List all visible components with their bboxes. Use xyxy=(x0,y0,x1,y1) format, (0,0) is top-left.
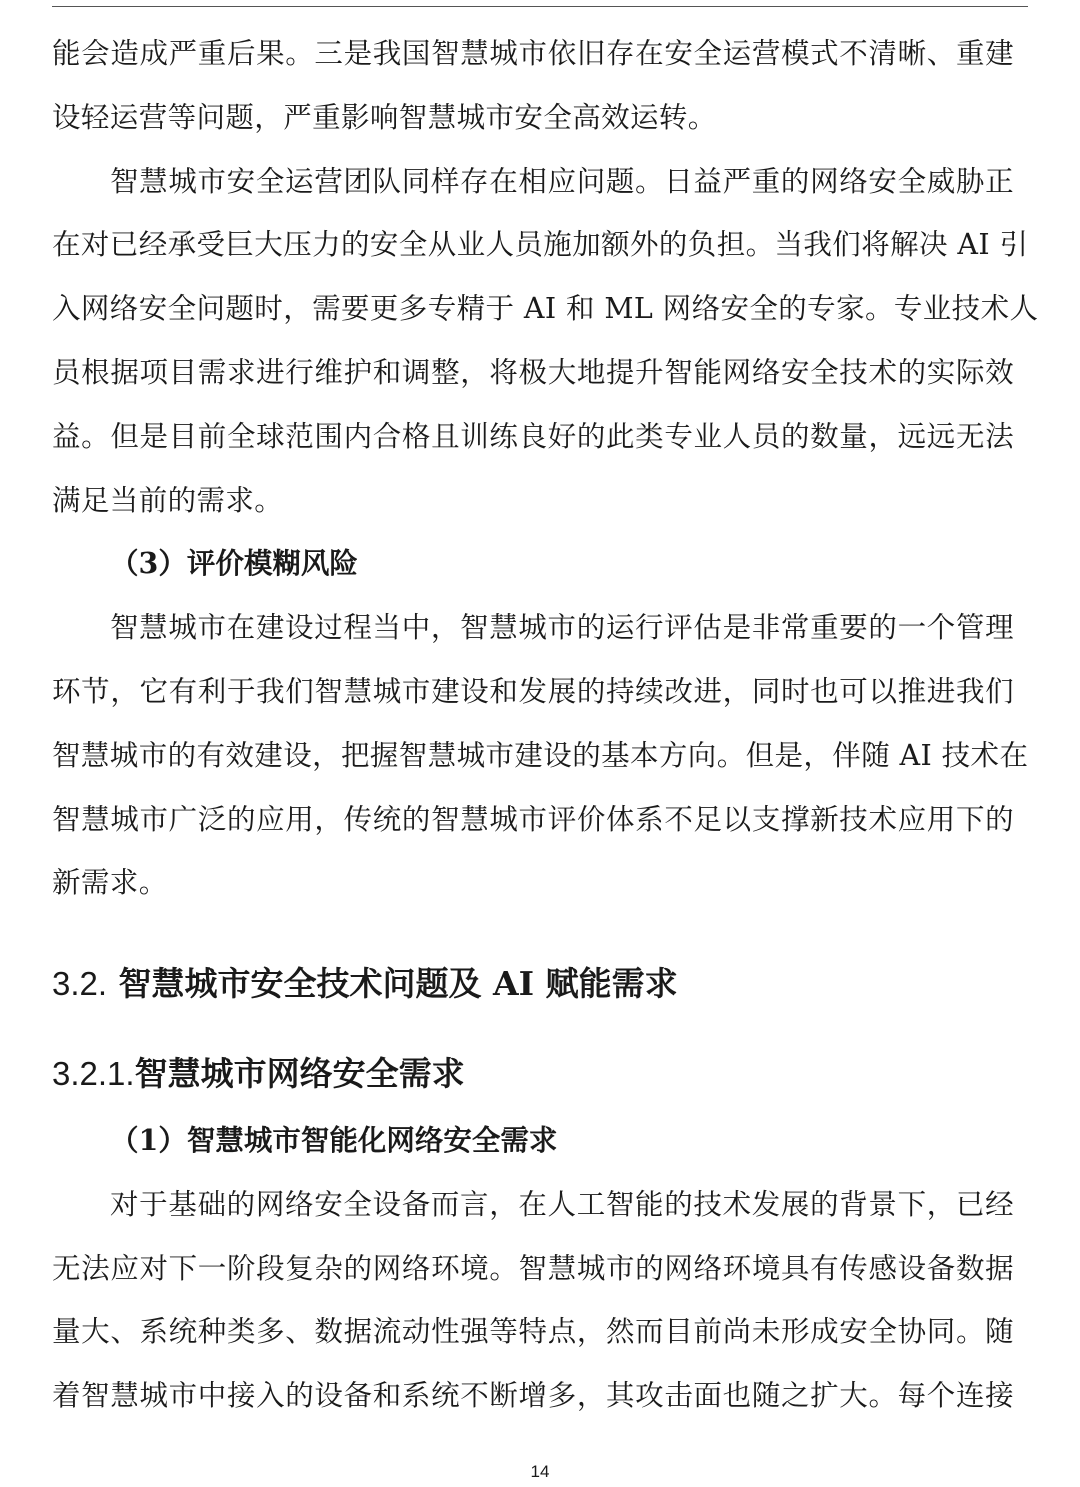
page-number: 14 xyxy=(530,1462,550,1481)
section-title: 智慧城市网络安全需求 xyxy=(134,1054,465,1093)
section-heading-3-2 xyxy=(52,958,678,1005)
text-line: 入网络安全问题时，需要更多专精于 AI 和 ML 网络安全的专家。专业技术人 xyxy=(52,292,1039,326)
section-title: 智慧城市安全技术问题及 AI 赋能需求 xyxy=(118,964,678,1003)
text-line: 满足当前的需求。 xyxy=(52,483,284,517)
text-line: 着智慧城市中接入的设备和系统不断增多，其攻击面也随之扩大。每个连接 xyxy=(52,1379,1014,1413)
text-line: 智慧城市广泛的应用，传统的智慧城市评价体系不足以支撑新技术应用下的 xyxy=(52,802,1014,836)
document-body-lower xyxy=(52,1109,1014,1428)
text-line: 智慧城市安全运营团队同样存在相应问题。日益严重的网络安全威胁正 xyxy=(110,164,1014,198)
text-line: 员根据项目需求进行维护和调整，将极大地提升智能网络安全技术的实际效 xyxy=(52,355,1014,389)
text-line: 智慧城市在建设过程当中，智慧城市的运行评估是非常重要的一个管理 xyxy=(110,611,1014,645)
subheading-evaluation-risk: （3）评价模糊风险 xyxy=(110,546,358,581)
text-line: 设轻运营等问题，严重影响智慧城市安全高效运转。 xyxy=(52,100,717,134)
text-line: 新需求。 xyxy=(52,866,168,900)
text-line: 环节，它有利于我们智慧城市建设和发展的持续改进，同时也可以推进我们 xyxy=(52,674,1014,708)
text-line: 在对已经承受巨大压力的安全从业人员施加额外的负担。当我们将解决 AI 引 xyxy=(52,228,1029,262)
document-body xyxy=(52,22,1039,915)
section-number: 3.2.1. xyxy=(52,1055,135,1092)
text-line: 能会造成严重后果。三是我国智慧城市依旧存在安全运营模式不清晰、重建 xyxy=(52,37,1014,70)
subheading-intelligent-security: （1）智慧城市智能化网络安全需求 xyxy=(110,1123,558,1157)
section-heading-3-2-1 xyxy=(52,1048,465,1095)
text-line: 量大、系统种类多、数据流动性强等特点，然而目前尚未形成安全协同。随 xyxy=(52,1315,1014,1349)
section-number: 3.2. xyxy=(52,965,108,1002)
top-rule xyxy=(52,6,1028,7)
text-line: 益。但是目前全球范围内合格且训练良好的此类专业人员的数量，远远无法 xyxy=(52,419,1014,453)
text-line: 无法应对下一阶段复杂的网络环境。智慧城市的网络环境具有传感设备数据 xyxy=(52,1251,1014,1285)
text-line: 对于基础的网络安全设备而言，在人工智能的技术发展的背景下，已经 xyxy=(110,1187,1014,1221)
text-line: 智慧城市的有效建设，把握智慧城市建设的基本方向。但是，伴随 AI 技术在 xyxy=(52,738,1029,772)
